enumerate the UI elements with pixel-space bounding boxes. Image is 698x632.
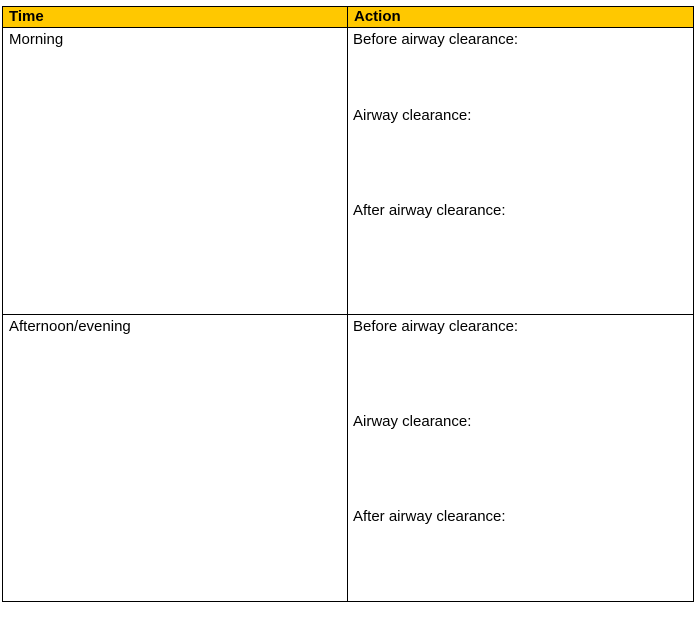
action-cell[interactable] <box>348 28 694 315</box>
schedule-table <box>2 6 694 602</box>
before-airway-clearance-label: Before airway clearance: <box>353 318 519 335</box>
time-label: Afternoon/evening <box>9 318 131 335</box>
action-cell[interactable] <box>348 315 694 602</box>
time-label: Morning <box>9 31 64 48</box>
time-cell[interactable] <box>3 28 348 315</box>
after-airway-clearance-label: After airway clearance: <box>353 202 506 219</box>
time-column-header: Time <box>3 7 348 28</box>
airway-clearance-label: Airway clearance: <box>353 107 472 124</box>
time-cell[interactable] <box>3 315 348 602</box>
airway-clearance-label: Airway clearance: <box>353 413 472 430</box>
action-column-header: Action <box>348 7 694 28</box>
before-airway-clearance-label: Before airway clearance: <box>353 31 519 48</box>
after-airway-clearance-label: After airway clearance: <box>353 508 506 525</box>
table-row-morning <box>3 28 694 315</box>
table-header-row <box>3 7 694 28</box>
table-row-afternoon-evening <box>3 315 694 602</box>
